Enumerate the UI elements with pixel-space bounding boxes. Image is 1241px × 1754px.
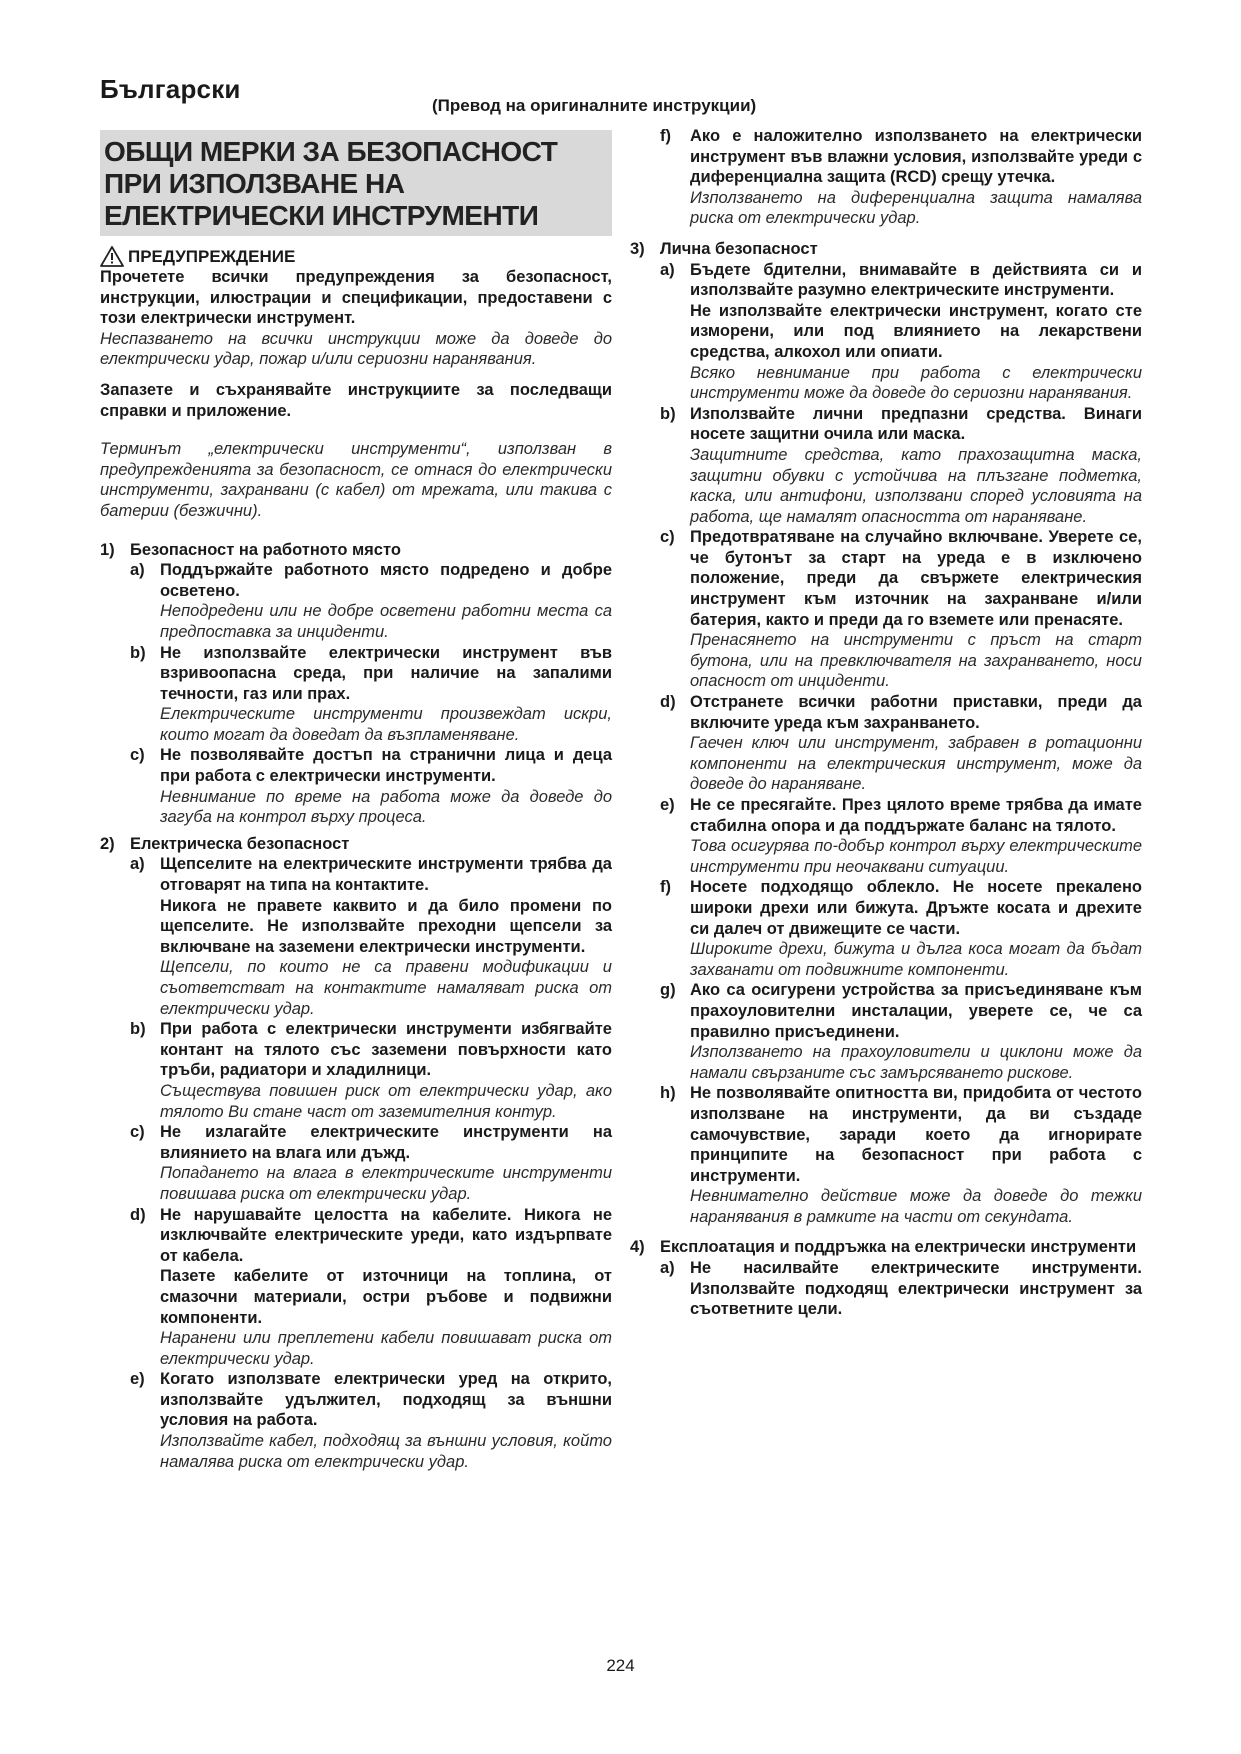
list-item: d) Не нарушавайте целостта на кабелите. Никога не изключвайте електрическите уреди, като издърпвате от кабела. Пазете кабелите от източници на топлина, от смазочни материали, остри ръбове и подвижни компоненти. Наранени или преплетени кабели повишават риска от електрически удар. (130, 1205, 612, 1368)
warning-consequence: Неспазването на всички инструкции може да доведе до електрически удар, пожар и/или сериозни наранявания. (100, 329, 612, 369)
list-item: b) Не използвайте електрически инструмент във взривоопасна среда, при наличие на запалими течности, газ или прах. Електрическите инструменти произвеждат искри, които могат да доведат да възпламеняване. (130, 643, 612, 744)
list-item: h) Не позволявайте опитността ви, придобита от честото използване на инструменти, да ви създаде самочувствие, заради което да игнорирате принципите на безопасност при работа с инструменти. Невнимателно действие може да доведе до тежки наранявания в рамките на части от секундата. (660, 1084, 1142, 1226)
list-item: a) Не насилвайте електрическите инструменти. Използвайте подходящ електрически инструмент за съответните цели. (660, 1259, 1142, 1319)
section-heading (100, 130, 612, 236)
heading-line-1: ОБЩИ МЕРКИ ЗА БЕЗОПАСНОСТ (104, 136, 558, 167)
list-item: c) Не излагайте електрическите инструменти на влиянието на влага или дъжд. Попадането на влага в електрическите инструменти повишава риска от електрически удар. (130, 1123, 612, 1203)
list-item: a) Поддържайте работното място подредено и добре осветено. Неподредени или не добре осветени работни места са предпоставка за инциденти. (130, 561, 612, 641)
warning-label: ПРЕДУПРЕЖДЕНИЕ (128, 246, 296, 266)
list-item: a) Бъдете бдителни, внимавайте в действията си и използвайте разумно електрическите инструменти. Не използвайте електрически инструмент, когато сте изморени, или под влиянието на лекарствени средства, алкохол или опиати. Всяко невнимание при работа с електрически инструменти може да доведе до сериозни наранявания. (660, 260, 1142, 403)
list-item: e) Когато използвате електрически уред на открито, използвайте удължител, подходящ за външни условия на работа. Използвайте кабел, подходящ за външни условия, който намалява риска от електрически удар. (130, 1370, 612, 1471)
heading-line-3: ЕЛЕКТРИЧЕСКИ ИНСТРУМЕНТИ (104, 200, 539, 231)
list-item: c) Не позволявайте достъп на странични лица и деца при работа с електрически инструменти. Невнимание по време на работа може да доведе до загуба на контрол върху процеса. (130, 746, 612, 827)
save-instructions: Запазете и съхранявайте инструкциите за последващи справки и приложение. (100, 380, 612, 420)
list-item: g) Ако са осигурени устройства за присъединяване към прахоуловителни инсталации, уверете се, че са правилно присъединени. Използването на прахоуловители и циклони може да намали свързаните със замърсяването рискове. (660, 981, 1142, 1082)
warning-text: Прочетете всички предупреждения за безопасност, инструкции, илюстрации и спецификации, предоставени с този електрически инструмент. (100, 268, 612, 328)
list-item: c) Предотвратяване на случайно включване. Уверете се, че бутонът за старт на уреда е в изключено положение, преди да свържете електрическия инструмент към източник на захранване и/или батерия, както и преди да го вземете или пренасяте. Пренасянето на инструменти с пръст на старт бутона, или на превключвателя на захранването, носи опасност от инциденти. (660, 528, 1142, 691)
language-title: Български (100, 74, 241, 104)
heading-line-2: ПРИ ИЗПОЛЗВАНЕ НА (104, 168, 405, 199)
page-number: 224 (606, 1656, 635, 1675)
section-3-title: 3) Лична безопасност (630, 239, 818, 258)
list-item: e) Не се пресягайте. През цялото време трябва да имате стабилна опора и да поддържате баланс на тялото. Това осигурява по-добър контрол върху електрическите инструменти при неочаквани ситуации. (660, 796, 1142, 876)
warning-triangle-icon (100, 246, 124, 267)
list-item: d) Отстранете всички работни приставки, преди да включите уреда към захранването. Гаечен ключ или инструмент, забравен в ротационни компоненти на електрическия инструмент, може да доведе до нараняване. (660, 693, 1142, 794)
section-4-title: 4) Експлоатация и поддръжка на електрически инструменти (630, 1238, 1137, 1257)
section-1-title: 1) Безопасност на работното място (100, 540, 401, 559)
list-item: b) При работа с електрически инструменти избягвайте контант на тялото със заземени повърхности като тръби, радиатори и хладилници. Съществува повишен риск от електрически удар, ако тялото Ви стане част от заземителния контур. (130, 1020, 612, 1121)
translation-subtitle: (Превод на оригиналните инструкции) (432, 96, 757, 115)
term-definition: Терминът „електрически инструменти“, използван в предупрежденията за безопасност, се отнася до електрически инструменти, захранвани (с кабел) от мрежата, или такива с батерии (безжични). (100, 440, 612, 520)
list-item: f) Носете подходящо облекло. Не носете прекалено широки дрехи или бижута. Дръжте косата и дрехите си далеч от движещите се части. Широките дрехи, бижута и дълга коса могат да бъдат захванати от подвижните компоненти. (660, 878, 1142, 979)
right-column (630, 126, 1142, 1320)
list-item: f) Ако е наложително използването на електрически инструмент във влажни условия, използвайте уреди с диференциална защита (RCD) срещу утечка. Използването на диференциална защита намалява риска от електрически удар. (660, 127, 1142, 228)
warning-heading (100, 246, 612, 267)
list-item: a) Щепселите на електрическите инструменти трябва да отговарят на типа на контактите. Никога не правете каквито и да било промени по щепселите. Не използвайте преходни щепсели за включване на заземени електрически инструменти. Щепсели, по които не са правени модификации и съответстват на контактите намаляват риска от електрически удар. (130, 855, 612, 1018)
list-item: b) Използвайте лични предпазни средства. Винаги носете защитни очила или маска. Защитните средства, като прахозащитна маска, защитни обувки с устойчива на плъзгане подметка, каска, или антифони, използвани според условията на работа, ще намалят опасността от нараняване. (660, 404, 1142, 526)
section-2-title: 2) Електрическа безопасност (100, 834, 350, 853)
left-column (100, 130, 612, 1472)
